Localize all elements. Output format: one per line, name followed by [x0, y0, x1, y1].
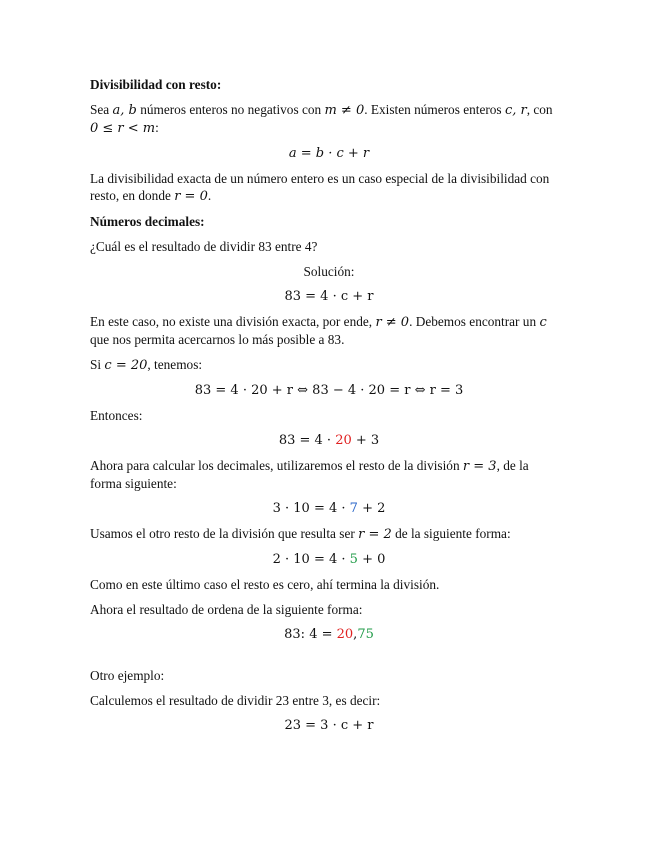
- text: de la siguiente forma:: [391, 526, 511, 541]
- highlight-red: 20: [335, 433, 352, 448]
- heading-divisibilidad-resto: Divisibilidad con resto:: [90, 77, 222, 92]
- math-inline: c, r: [504, 103, 527, 118]
- text: . Debemos encontrar un: [409, 314, 540, 329]
- equation-text: 3 · 10 = 4 ·: [272, 501, 350, 516]
- text: resto, en donde: [90, 188, 175, 203]
- highlight-blue: 7: [349, 501, 358, 516]
- paragraph-ordena: Ahora el resultado de ordena de la siguiente forma:: [90, 602, 363, 617]
- math-inline: a, b: [112, 103, 137, 118]
- math-inline: c = 20: [104, 358, 148, 373]
- paragraph-termina: Como en este último caso el resto es cero, ahí termina la división.: [90, 577, 440, 592]
- equation-4: [90, 432, 568, 449]
- text: .: [207, 188, 212, 203]
- text: Sea: [90, 102, 113, 117]
- text: , de la: [496, 458, 529, 473]
- highlight-green: 5: [349, 552, 358, 567]
- equation-1: [90, 145, 568, 162]
- text: que nos permita acercarnos lo más posible a 83.: [90, 332, 345, 347]
- heading-numeros-decimales: Números decimales:: [90, 214, 205, 229]
- text: , con: [526, 102, 553, 117]
- equation-7: [90, 626, 568, 643]
- equation-text: ,: [353, 627, 358, 642]
- paragraph-otro-resto: [90, 525, 568, 543]
- equation-text: + 3: [351, 433, 380, 448]
- math-inline: 0 ≤ r < m: [90, 121, 156, 136]
- equation-text: + 2: [357, 501, 386, 516]
- equation-2: [90, 288, 568, 305]
- text: Si: [90, 357, 105, 372]
- blank-line: [90, 643, 568, 659]
- entonces-label: Entonces:: [90, 408, 143, 423]
- math-inline: m ≠ 0: [324, 103, 365, 118]
- math-inline: c: [539, 315, 547, 330]
- text: En este caso, no existe una división exacta, por ende,: [90, 314, 376, 329]
- text: forma siguiente:: [90, 476, 177, 491]
- equation-text: 2 · 10 = 4 ·: [272, 552, 350, 567]
- equation-text: 83 = 4 ·: [278, 433, 336, 448]
- paragraph-exact-divisibility: [90, 170, 568, 205]
- text: , tenemos:: [147, 357, 203, 372]
- text: Ahora para calcular los decimales, utilizaremos el resto de la división: [90, 458, 463, 473]
- solution-label: Solución:: [303, 264, 355, 279]
- math-inline: r ≠ 0: [375, 315, 410, 330]
- equation-8: [90, 717, 568, 734]
- math-inline: r = 3: [462, 459, 497, 474]
- question-1: ¿Cuál es el resultado de dividir 83 entre 4?: [90, 239, 318, 254]
- equation-text: + 0: [357, 552, 386, 567]
- paragraph-no-exact: [90, 313, 568, 348]
- equation-3: [90, 382, 568, 399]
- equation-5: [90, 500, 568, 517]
- equation-text: 83 = 4 · c + r: [284, 289, 374, 304]
- otro-ejemplo-label: Otro ejemplo:: [90, 668, 165, 683]
- document-body: [90, 76, 568, 734]
- equation-text: 23 = 3 · c + r: [284, 718, 374, 733]
- text: Usamos el otro resto de la división que resulta ser: [90, 526, 359, 541]
- paragraph-si-c: [90, 356, 568, 374]
- highlight-green: 75: [357, 627, 374, 642]
- equation-text: 83: 4 =: [284, 627, 337, 642]
- paragraph-decimales: [90, 457, 568, 492]
- text: :: [155, 120, 159, 135]
- text: La divisibilidad exacta de un número entero es un caso especial de la divisibilidad con: [90, 171, 550, 186]
- paragraph-calculemos: Calculemos el resultado de dividir 23 entre 3, es decir:: [90, 693, 381, 708]
- math-inline: r = 2: [358, 527, 392, 542]
- equation-text: a = b · c + r: [288, 146, 370, 161]
- paragraph-definition: [90, 101, 568, 137]
- text: números enteros no negativos con: [136, 102, 325, 117]
- text: . Existen números enteros: [364, 102, 505, 117]
- equation-text: 83 = 4 · 20 + r ⇔ 83 − 4 · 20 = r ⇔ r = 3: [194, 383, 464, 398]
- highlight-red: 20: [336, 627, 354, 642]
- equation-6: [90, 551, 568, 568]
- math-inline: r = 0: [174, 189, 208, 204]
